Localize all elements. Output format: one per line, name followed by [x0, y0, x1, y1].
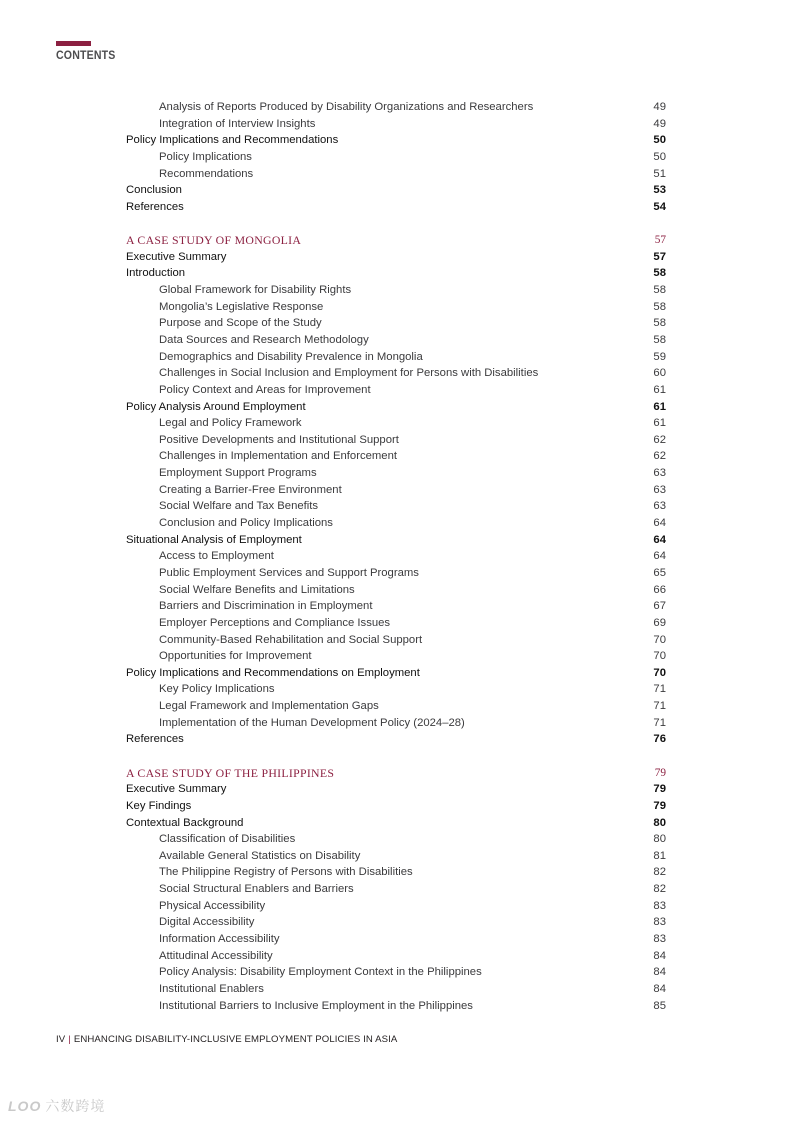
- toc-entry-label: Legal Framework and Implementation Gaps: [159, 700, 379, 713]
- watermark-logo-icon: LOO: [8, 1098, 42, 1114]
- toc-entry-label: Analysis of Reports Produced by Disability Organizations and Researchers: [159, 101, 534, 113]
- toc-page-number: 69: [653, 616, 666, 629]
- toc-page-number: 60: [653, 367, 666, 380]
- toc-subentry[interactable]: [0, 166, 793, 183]
- toc-entry-label: Institutional Enablers: [159, 982, 264, 995]
- toc-page-number: 70: [653, 633, 666, 646]
- toc-entry[interactable]: [0, 731, 793, 748]
- toc-page-number: 57: [654, 234, 666, 247]
- toc-page-number: 83: [653, 899, 666, 912]
- toc-page-number: 51: [653, 167, 666, 180]
- toc-page-number: 49: [653, 101, 666, 113]
- toc-subentry[interactable]: [0, 448, 793, 465]
- toc-subentry[interactable]: [0, 465, 793, 482]
- toc-entry-label: Conclusion and Policy Implications: [159, 517, 333, 530]
- toc-spacer: [0, 748, 793, 765]
- toc-page-number: 61: [653, 417, 666, 430]
- toc-entry-label: Key Findings: [126, 799, 192, 812]
- toc-page-number: 64: [653, 533, 666, 546]
- toc-subentry[interactable]: [0, 864, 793, 881]
- toc-page-number: 61: [653, 383, 666, 396]
- toc-entry-label: Social Welfare and Tax Benefits: [159, 500, 319, 513]
- toc-entry-label: Challenges in Implementation and Enforcement: [159, 450, 398, 463]
- toc-entry[interactable]: [0, 665, 793, 682]
- toc-page-number: 58: [653, 284, 666, 297]
- toc-page-number: 49: [653, 117, 666, 130]
- toc-page-number: 82: [653, 866, 666, 879]
- toc-entry-label: Social Structural Enablers and Barriers: [159, 883, 354, 896]
- toc-subentry[interactable]: [0, 432, 793, 449]
- toc-page-number: 85: [653, 999, 666, 1012]
- toc-entry-label: Contextual Background: [126, 816, 244, 829]
- toc-subentry[interactable]: [0, 332, 793, 349]
- toc-subentry[interactable]: [0, 831, 793, 848]
- toc-entry-label: Social Welfare Benefits and Limitations: [159, 583, 355, 596]
- toc-entry-label: References: [126, 733, 184, 746]
- toc-entry-label: Data Sources and Research Methodology: [159, 333, 369, 346]
- toc-page-number: 58: [653, 317, 666, 330]
- toc-page-number: 50: [653, 150, 666, 163]
- toc-entry-label: Recommendations: [159, 167, 254, 180]
- toc-page-number: 58: [653, 267, 666, 280]
- toc-entry-label: Institutional Barriers to Inclusive Employment in the Philippines: [159, 999, 473, 1012]
- toc-entry-label: Creating a Barrier-Free Environment: [159, 483, 342, 496]
- toc-entry[interactable]: [0, 798, 793, 815]
- toc-subentry[interactable]: [0, 681, 793, 698]
- toc-page-number: 50: [653, 134, 666, 147]
- toc-entry-label: Key Policy Implications: [159, 683, 275, 696]
- toc-entry-label: Positive Developments and Institutional Support: [159, 433, 399, 446]
- toc-page-number: 70: [653, 666, 666, 679]
- toc-entry-label: Public Employment Services and Support Programs: [159, 566, 419, 579]
- footer-page-number: IV: [56, 1034, 66, 1045]
- toc-entry[interactable]: [0, 532, 793, 549]
- toc-entry-label: Community-Based Rehabilitation and Social Support: [159, 633, 423, 646]
- toc-page-number: 79: [654, 766, 666, 779]
- toc-page-number: 62: [653, 433, 666, 446]
- toc-page-number: 84: [653, 982, 666, 995]
- toc-subentry[interactable]: [0, 382, 793, 399]
- toc-subentry[interactable]: [0, 981, 793, 998]
- toc-entry-label: Integration of Interview Insights: [159, 117, 316, 130]
- watermark: [8, 1096, 105, 1116]
- toc-subentry[interactable]: [0, 149, 793, 166]
- toc-page-number: 84: [653, 966, 666, 979]
- toc-subentry[interactable]: [0, 482, 793, 499]
- toc-section-heading[interactable]: [0, 765, 793, 782]
- toc-page-number: 65: [653, 566, 666, 579]
- toc-subentry[interactable]: [0, 565, 793, 582]
- toc-page-number: 64: [653, 517, 666, 530]
- toc-entry[interactable]: [0, 399, 793, 416]
- toc-page-number: 79: [653, 783, 666, 796]
- toc-entry-label: Executive Summary: [126, 250, 227, 263]
- toc-entry[interactable]: [0, 199, 793, 216]
- toc-subentry[interactable]: [0, 582, 793, 599]
- toc-subentry[interactable]: [0, 964, 793, 981]
- toc-entry-label: Purpose and Scope of the Study: [159, 317, 322, 330]
- toc-entry-label: Employment Support Programs: [159, 467, 317, 480]
- toc-entry-label: Digital Accessibility: [159, 916, 255, 929]
- toc-subentry[interactable]: [0, 116, 793, 133]
- toc-subentry[interactable]: [0, 365, 793, 382]
- toc-entry-label: The Philippine Registry of Persons with Disabilities: [159, 866, 413, 879]
- toc-page-number: 53: [653, 184, 666, 197]
- toc-entry-label: Policy Context and Areas for Improvement: [159, 383, 371, 396]
- toc-entry-label: Opportunities for Improvement: [159, 650, 312, 663]
- toc-subentry[interactable]: [0, 698, 793, 715]
- toc-entry-label: Introduction: [126, 267, 186, 280]
- toc-subentry[interactable]: [0, 615, 793, 632]
- toc-subentry[interactable]: [0, 99, 793, 116]
- toc-page-number: 82: [653, 883, 666, 896]
- toc-subentry[interactable]: [0, 931, 793, 948]
- toc-entry-label: Policy Implications and Recommendations: [126, 134, 339, 147]
- toc-page-number: 80: [653, 816, 666, 829]
- toc-page-number: 64: [653, 550, 666, 563]
- toc-page-number: 83: [653, 916, 666, 929]
- toc-page-number: 63: [653, 500, 666, 513]
- toc-page-number: 67: [653, 600, 666, 613]
- toc-page-number: 63: [653, 483, 666, 496]
- toc-page-number: 61: [653, 400, 666, 413]
- toc-subentry[interactable]: [0, 632, 793, 649]
- toc-page-number: 71: [653, 716, 666, 729]
- toc-entry-label: Implementation of the Human Development Policy (2024–28): [159, 716, 465, 729]
- toc-subentry[interactable]: [0, 515, 793, 532]
- toc-page-number: 62: [653, 450, 666, 463]
- toc-page-number: 71: [653, 683, 666, 696]
- toc-entry[interactable]: [0, 781, 793, 798]
- toc-entry-label: Barriers and Discrimination in Employment: [159, 600, 373, 613]
- toc-entry-label: Classification of Disabilities: [159, 833, 296, 846]
- footer-document-title: ENHANCING DISABILITY-INCLUSIVE EMPLOYMENT POLICIES IN ASIA: [73, 1034, 398, 1045]
- toc-entry-label: Executive Summary: [126, 783, 227, 796]
- toc-page-number: 58: [653, 333, 666, 346]
- toc-entry-label: Attitudinal Accessibility: [159, 949, 273, 962]
- toc-page-number: 76: [653, 733, 666, 746]
- toc-page-number: 79: [653, 799, 666, 812]
- toc-subentry[interactable]: [0, 998, 793, 1015]
- toc-spacer: [0, 215, 793, 232]
- toc-entry-label: Policy Analysis Around Employment: [126, 400, 306, 413]
- toc-entry-label: Mongolia’s Legislative Response: [159, 300, 324, 313]
- footer-separator: |: [68, 1034, 71, 1045]
- toc-entry[interactable]: [0, 815, 793, 832]
- toc-entry-label: Physical Accessibility: [159, 899, 266, 912]
- toc-entry[interactable]: [0, 132, 793, 149]
- toc-entry-label: Access to Employment: [159, 550, 274, 563]
- toc-entry-label: Legal and Policy Framework: [159, 417, 302, 430]
- toc-entry-label: A CASE STUDY OF MONGOLIA: [126, 233, 302, 248]
- toc-entry-label: References: [126, 200, 184, 213]
- header-accent-bar: [56, 41, 91, 46]
- toc-page-number: 54: [653, 200, 666, 213]
- toc-page-number: 84: [653, 949, 666, 962]
- toc-entry[interactable]: [0, 249, 793, 266]
- toc-page-number: 83: [653, 933, 666, 946]
- toc-page-number: 81: [653, 849, 666, 862]
- toc-page-number: 63: [653, 467, 666, 480]
- toc-entry-label: Challenges in Social Inclusion and Employment for Persons with Disabilities: [159, 367, 539, 380]
- toc-subentry[interactable]: [0, 415, 793, 432]
- toc-subentry[interactable]: [0, 881, 793, 898]
- toc-page-number: 57: [653, 250, 666, 263]
- toc-subentry[interactable]: [0, 848, 793, 865]
- toc-entry-label: Global Framework for Disability Rights: [159, 284, 352, 297]
- toc-subentry[interactable]: [0, 548, 793, 565]
- toc-subentry[interactable]: [0, 648, 793, 665]
- toc-subentry[interactable]: [0, 914, 793, 931]
- toc-entry[interactable]: [0, 182, 793, 199]
- toc-page-number: 70: [653, 650, 666, 663]
- toc-entry[interactable]: [0, 265, 793, 282]
- toc-entry-label: Policy Implications and Recommendations on Employment: [126, 666, 420, 679]
- toc-entry-label: Employer Perceptions and Compliance Issues: [159, 616, 391, 629]
- toc-page-number: 71: [653, 700, 666, 713]
- toc-entry-label: A CASE STUDY OF THE PHILIPPINES: [126, 765, 335, 780]
- toc-page-number: 59: [653, 350, 666, 363]
- watermark-text: 六数跨境: [45, 1098, 106, 1114]
- toc-subentry[interactable]: [0, 349, 793, 366]
- toc-page-number: 66: [653, 583, 666, 596]
- toc-subentry[interactable]: [0, 282, 793, 299]
- toc-entry-label: Conclusion: [126, 184, 182, 197]
- toc-subentry[interactable]: [0, 948, 793, 965]
- page-footer: [56, 1034, 397, 1045]
- toc-entry-label: Information Accessibility: [159, 933, 280, 946]
- toc-subentry[interactable]: [0, 598, 793, 615]
- toc-subentry[interactable]: [0, 498, 793, 515]
- toc-subentry[interactable]: [0, 315, 793, 332]
- toc-entry-label: Situational Analysis of Employment: [126, 533, 302, 546]
- toc-entry-label: Policy Analysis: Disability Employment Context in the Philippines: [159, 966, 482, 979]
- toc-entry-label: Demographics and Disability Prevalence in Mongolia: [159, 350, 423, 363]
- toc-entry-label: Policy Implications: [159, 150, 252, 163]
- table-of-contents: [0, 99, 793, 1014]
- toc-subentry[interactable]: [0, 898, 793, 915]
- page-title: CONTENTS: [56, 48, 116, 62]
- toc-subentry[interactable]: [0, 299, 793, 316]
- toc-entry-label: Available General Statistics on Disability: [159, 849, 361, 862]
- toc-page-number: 58: [653, 300, 666, 313]
- toc-subentry[interactable]: [0, 715, 793, 732]
- toc-section-heading[interactable]: [0, 232, 793, 249]
- toc-page-number: 80: [653, 833, 666, 846]
